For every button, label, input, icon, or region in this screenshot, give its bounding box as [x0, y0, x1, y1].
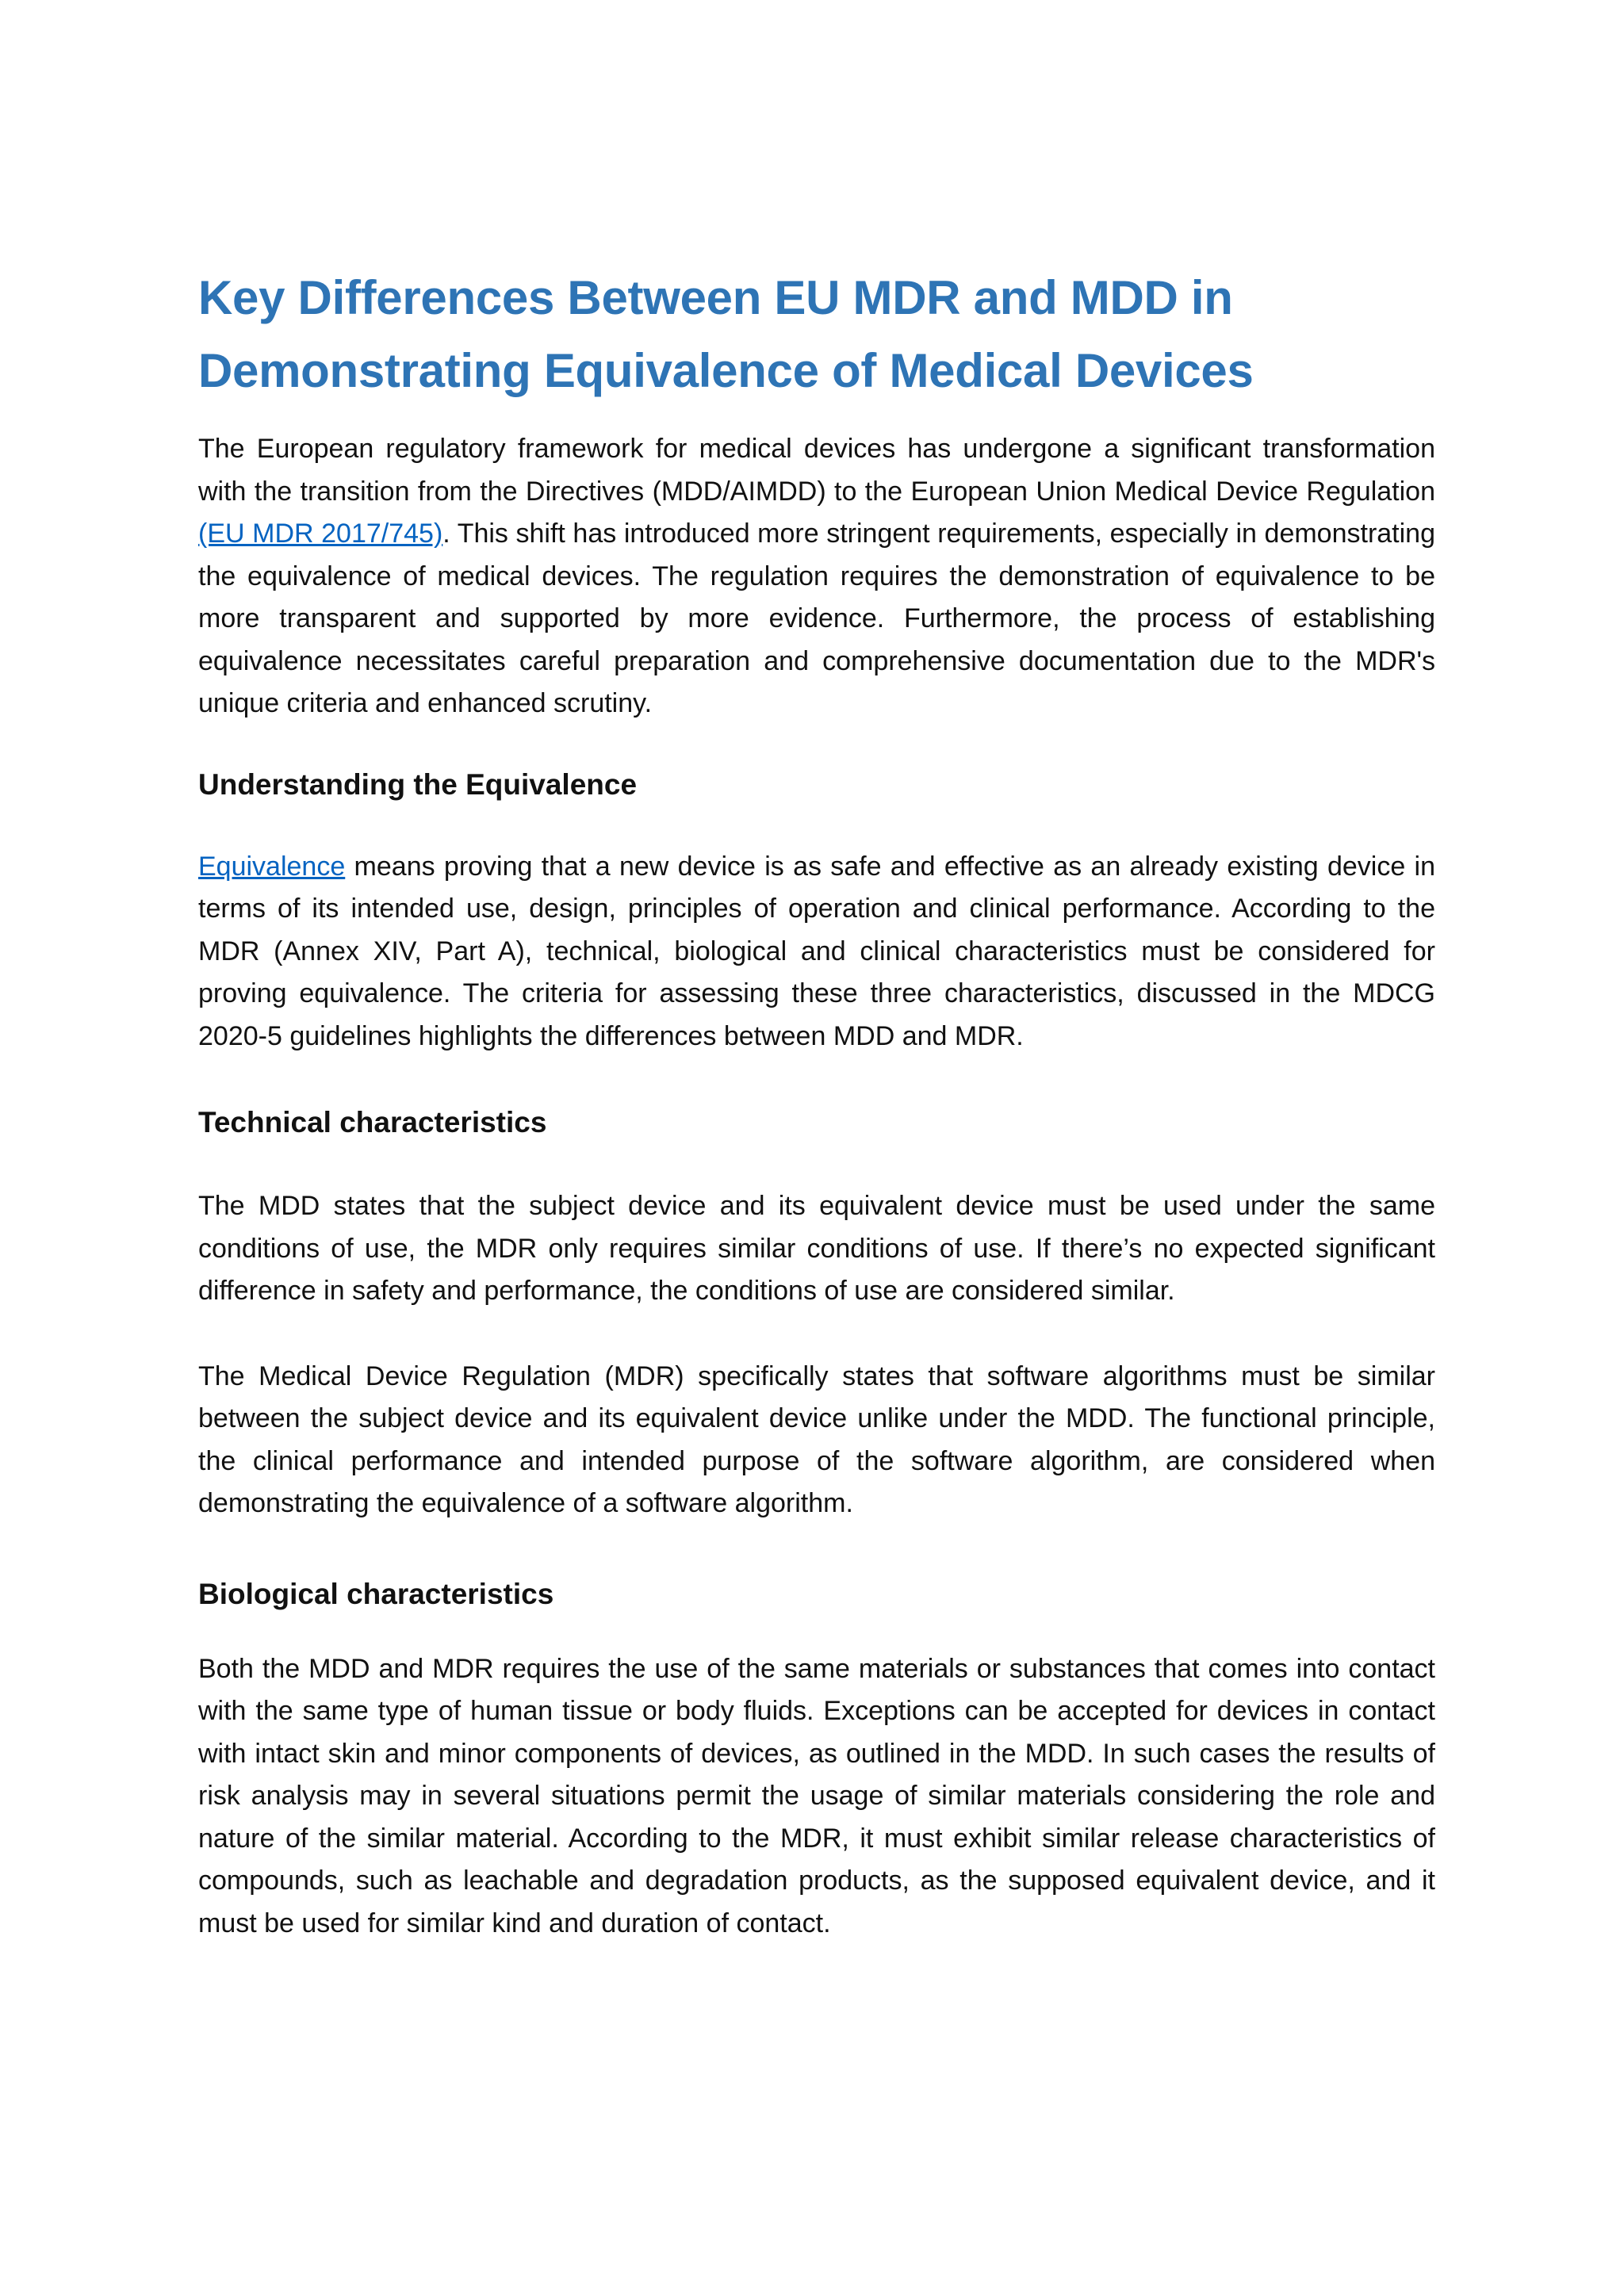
equivalence-paragraph	[198, 846, 1435, 1058]
intro-text-end: . This shift has introduced more stringent requirements, especially in demonstrating the equivalence of medical devices. The regulation requires the demonstration of equivalence to be more transparent and supported by more evidence. Furthermore, the process of establishing equivalence necessitates careful preparation and comprehensive documentation due to the MDR's unique criteria and enhanced scrutiny.	[198, 519, 1435, 718]
biological-paragraph: Both the MDD and MDR requires the use of the same materials or substances that comes into contact with the same type of human tissue or body fluids. Exceptions can be accepted for devices in contact with intact skin and minor components of devices, as outlined in the MDD. In such cases the results of risk analysis may in several situations permit the usage of similar materials considering the role and nature of the similar material. According to the MDR, it must exhibit similar release characteristics of compounds, such as leachable and degradation products, as the supposed equivalent device, and it must be used for similar kind and duration of contact.	[198, 1653, 1435, 1938]
technical-paragraph-conditions: The MDD states that the subject device and its equivalent device must be used under the same conditions of use, the MDR only requires similar conditions of use. If there’s no expected significant difference in safety and performance, the conditions of use are considered similar.	[198, 1191, 1435, 1306]
section-heading-equivalence: Understanding the Equivalence	[198, 767, 638, 801]
eu-mdr-link[interactable]: (EU MDR 2017/745)	[198, 519, 443, 549]
equivalence-text: means proving that a new device is as safe and effective as an already existing device in terms of its intended use, design, principles of operation and clinical performance. According to the MDR (Annex XIV, Part A), technical, biological and clinical characteristics must be considered for proving equivalence. The criteria for assessing these three characteristics, discussed in the MDCG 2020-5 guidelines highlights the differences between MDD and MDR.	[198, 851, 1435, 1051]
section-heading-biological: Biological characteristics	[198, 1577, 554, 1610]
document-page	[198, 262, 1435, 1945]
technical-paragraph-software: The Medical Device Regulation (MDR) specifically states that software algorithms must be similar between the subject device and its equivalent device unlike under the MDD. The functional principle, the clinical performance and intended purpose of the software algorithm, are considered when demonstrating the equivalence of a software algorithm.	[198, 1360, 1435, 1518]
intro-text-start: The European regulatory framework for medical devices has undergone a significant transformation with the transition from the Directives (MDD/AIMDD) to the European Union Medical Device Regulation	[198, 434, 1435, 507]
section-heading-technical: Technical characteristics	[198, 1106, 547, 1138]
equivalence-link[interactable]: Equivalence	[198, 851, 346, 882]
page-title: Key Differences Between EU MDR and MDD in Demonstrating Equivalence of Medical Devices	[198, 271, 1254, 397]
intro-paragraph	[198, 428, 1435, 725]
